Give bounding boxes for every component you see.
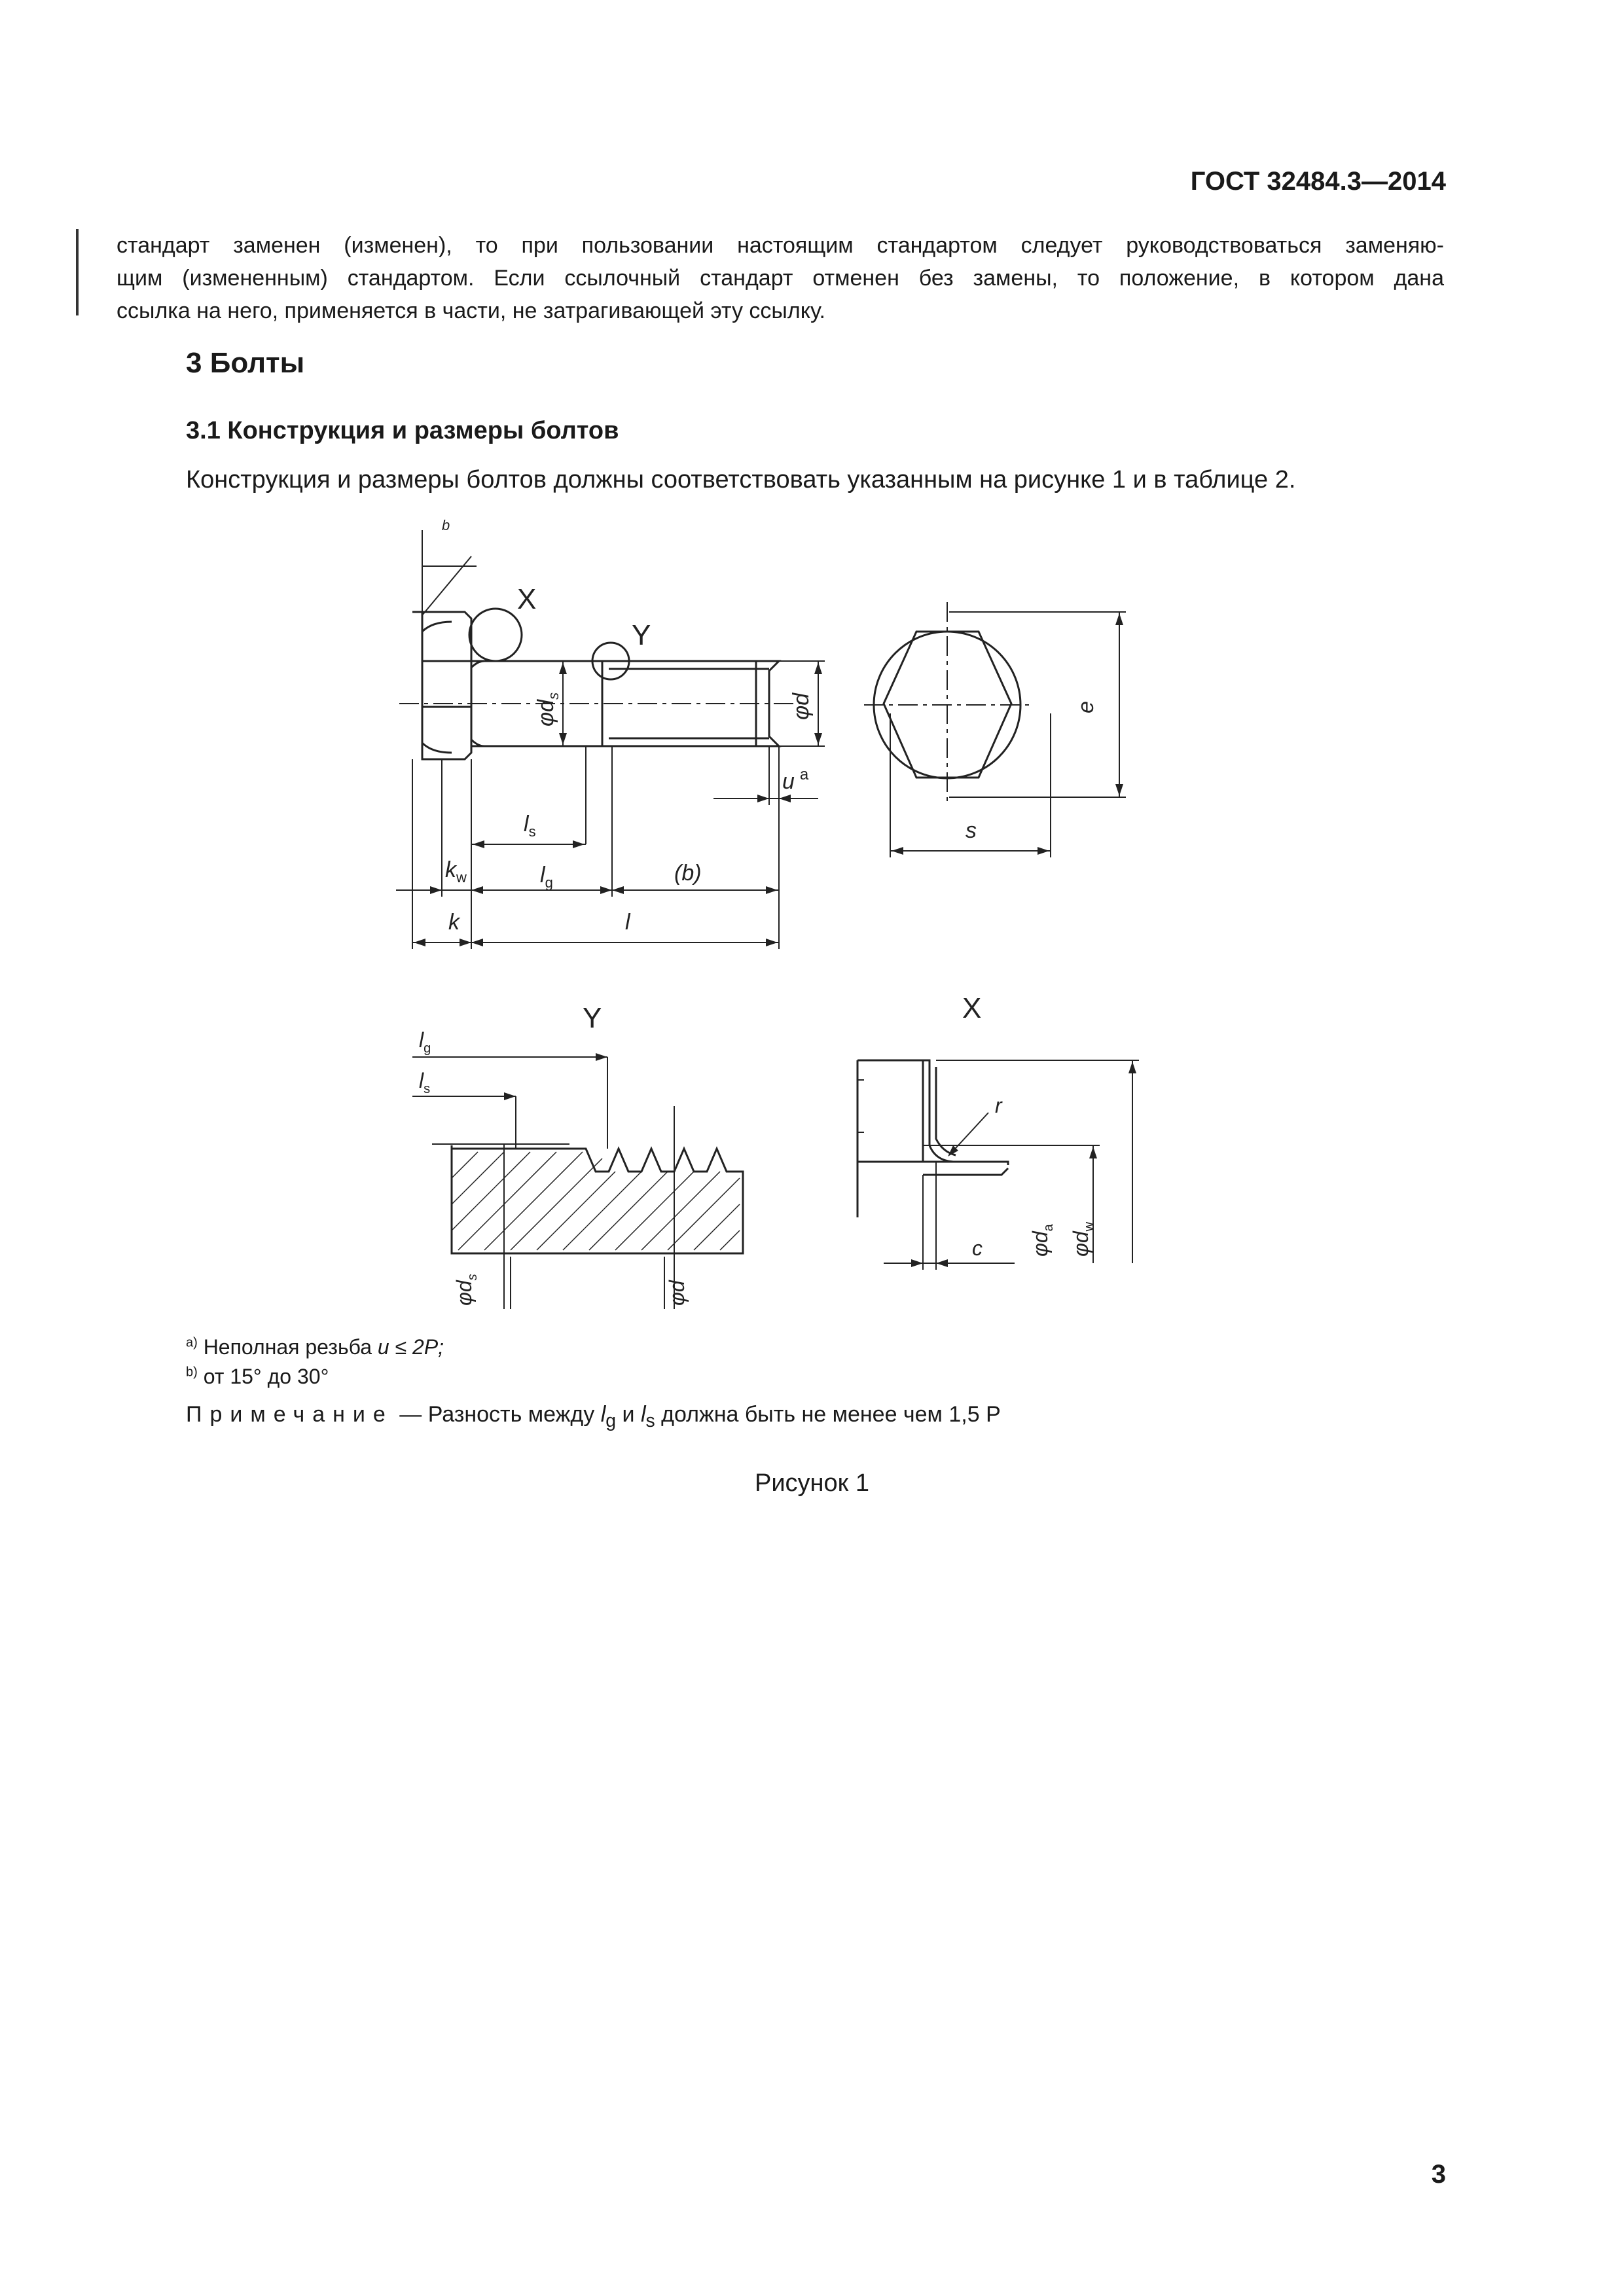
label-kw: $k_w$ [445, 857, 467, 886]
label-dw: $\varphi d_w$ [1069, 1221, 1096, 1257]
change-bar [76, 229, 79, 315]
footnote-b: $^{b)}$ от 15° до 30° [186, 1365, 329, 1388]
footnote-a: $^{a)}$ Неполная резьба u ≤ 2P; [186, 1335, 444, 1359]
subsection-title: 3.1 Конструкция и размеры болтов [186, 417, 619, 444]
label-s: s [965, 818, 977, 843]
label-da: $\varphi d_a$ [1028, 1224, 1056, 1257]
label-r: r [995, 1094, 1002, 1117]
label-y-ls: $l_s$ [419, 1069, 431, 1096]
bolt-drawing [386, 517, 1198, 1316]
label-detail-x: X [517, 583, 537, 615]
label-e: e [1074, 701, 1098, 713]
label-u: u $^a$ [782, 766, 809, 794]
label-k: k [448, 910, 460, 935]
label-detail-x-title: X [962, 992, 982, 1024]
label-y-ds: $\varphi d_s$ [452, 1274, 480, 1306]
page-number: 3 [1431, 2160, 1446, 2189]
label-c: c [972, 1236, 983, 1260]
section-title: 3 Болты [186, 347, 305, 379]
label-lg: $l_g$ [540, 863, 553, 891]
figure-caption: Рисунок 1 [754, 1469, 869, 1497]
label-y-lg: $l_g$ [419, 1028, 431, 1056]
label-detail-y: Y [632, 619, 651, 651]
label-y-d: φd [665, 1280, 689, 1306]
label-detail-y-title: Y [583, 1002, 602, 1034]
intro-line: стандарт заменен (изменен), то при пользовании настоящим стандартом следует руководствоваться заменяю- [117, 233, 1444, 258]
label-b-angle: b [442, 517, 450, 533]
document-code: ГОСТ 32484.3—2014 [1190, 167, 1446, 196]
intro-line: щим (измененным) стандартом. Если ссылочный стандарт отменен без замены, то положение, в котором дана [117, 266, 1444, 291]
subsection-text: Конструкция и размеры болтов должны соответствовать указанным на рисунке 1 и в таблице 2. [186, 466, 1296, 493]
note-label: Примечание [186, 1402, 393, 1427]
intro-line: ссылка на него, применяется в части, не затрагивающей эту ссылку. [117, 298, 826, 323]
intro-paragraph [117, 229, 1444, 327]
label-b-paren: (b) [674, 861, 702, 886]
label-ds: $\varphi d_s$ [533, 692, 562, 726]
figure-note: Примечание — Разность между $l_g$ и $l_s$ должна быть не менее чем 1,5 Р [186, 1402, 1001, 1431]
label-d: φd [789, 692, 814, 720]
label-l: l [625, 910, 630, 935]
label-ls: $l_s$ [524, 812, 536, 840]
